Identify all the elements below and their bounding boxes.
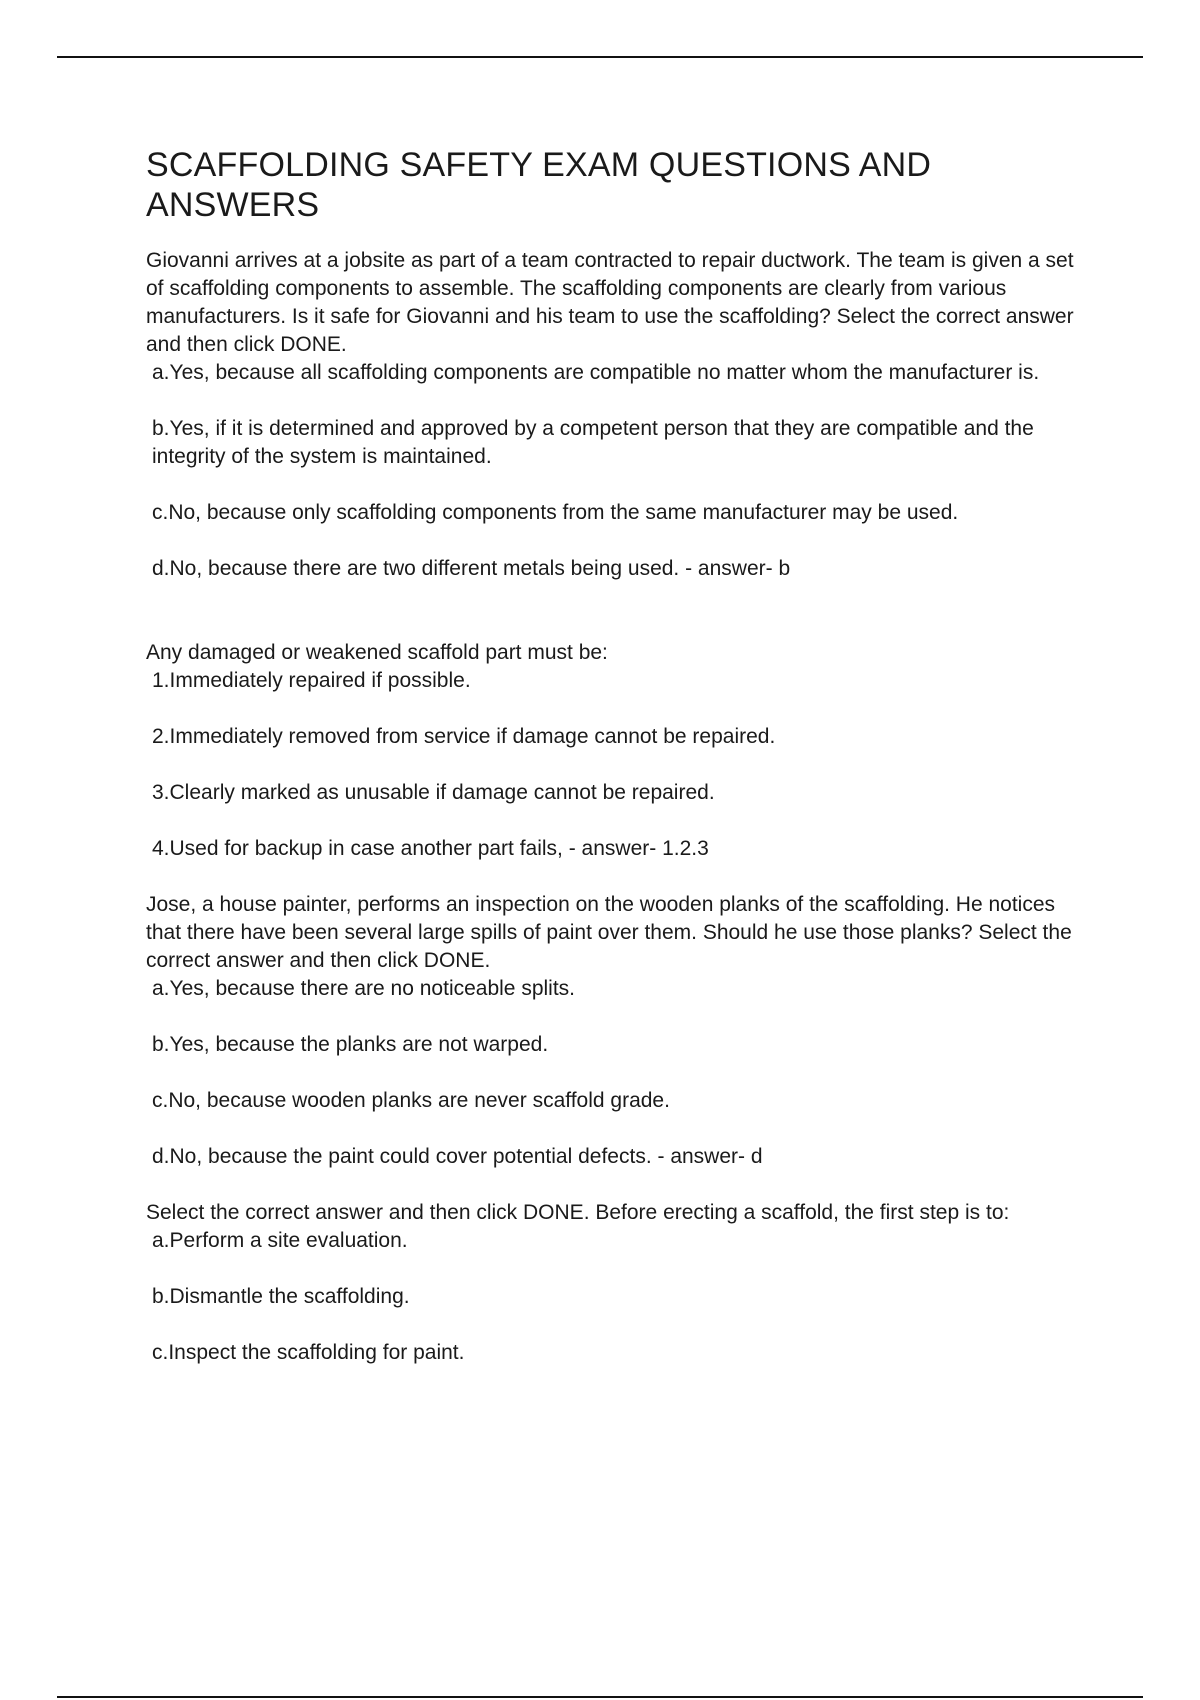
answer-option: a.Perform a site evaluation.: [152, 1229, 408, 1252]
document-body: [146, 145, 1086, 1395]
question-block-2: [146, 639, 1086, 863]
answer-option: d.No, because the paint could cover potential defects. - answer- d: [152, 1145, 763, 1168]
answer-option: 2.Immediately removed from service if damage cannot be repaired.: [152, 725, 776, 748]
document-title: SCAFFOLDING SAFETY EXAM QUESTIONS AND ANSWERS: [146, 146, 932, 224]
answer-option: a.Yes, because all scaffolding components are compatible no matter whom the manufacturer is.: [152, 361, 1040, 384]
question-text: Select the correct answer and then click DONE. Before erecting a scaffold, the first step is to:: [146, 1201, 1010, 1224]
answer-option: 4.Used for backup in case another part fails, - answer- 1.2.3: [152, 837, 709, 860]
bottom-divider: [57, 1696, 1143, 1698]
answer-option: c.No, because only scaffolding components from the same manufacturer may be used.: [152, 501, 959, 524]
answer-option: b.Yes, because the planks are not warped.: [152, 1033, 549, 1056]
answer-option: c.No, because wooden planks are never scaffold grade.: [152, 1089, 670, 1112]
question-block-3: [146, 891, 1086, 1171]
question-text: Any damaged or weakened scaffold part must be:: [146, 641, 608, 664]
question-text: Jose, a house painter, performs an inspection on the wooden planks of the scaffolding. He notices that there have been several large spills of paint over them. Should he use those planks? Select the correct answer and then click DONE.: [146, 893, 1072, 972]
question-text: Giovanni arrives at a jobsite as part of a team contracted to repair ductwork. The team is given a set of scaffolding components to assemble. The scaffolding components are clearly from various manufacturers. Is it safe for Giovanni and his team to use the scaffolding? Select the correct answer and then click DONE.: [146, 249, 1074, 356]
answer-option: d.No, because there are two different metals being used. - answer- b: [152, 557, 791, 580]
answer-option: b.Dismantle the scaffolding.: [152, 1285, 410, 1308]
question-block-4: [146, 1199, 1086, 1367]
answer-option: c.Inspect the scaffolding for paint.: [152, 1341, 465, 1364]
answer-option: 3.Clearly marked as unusable if damage cannot be repaired.: [152, 781, 715, 804]
answer-option: 1.Immediately repaired if possible.: [152, 669, 471, 692]
answer-option: a.Yes, because there are no noticeable splits.: [152, 977, 576, 1000]
question-block-1: [146, 247, 1086, 583]
answer-option: b.Yes, if it is determined and approved by a competent person that they are compatible and the integrity of the system is maintained.: [152, 417, 1034, 468]
top-divider: [57, 56, 1143, 58]
spacer: [146, 611, 1086, 639]
